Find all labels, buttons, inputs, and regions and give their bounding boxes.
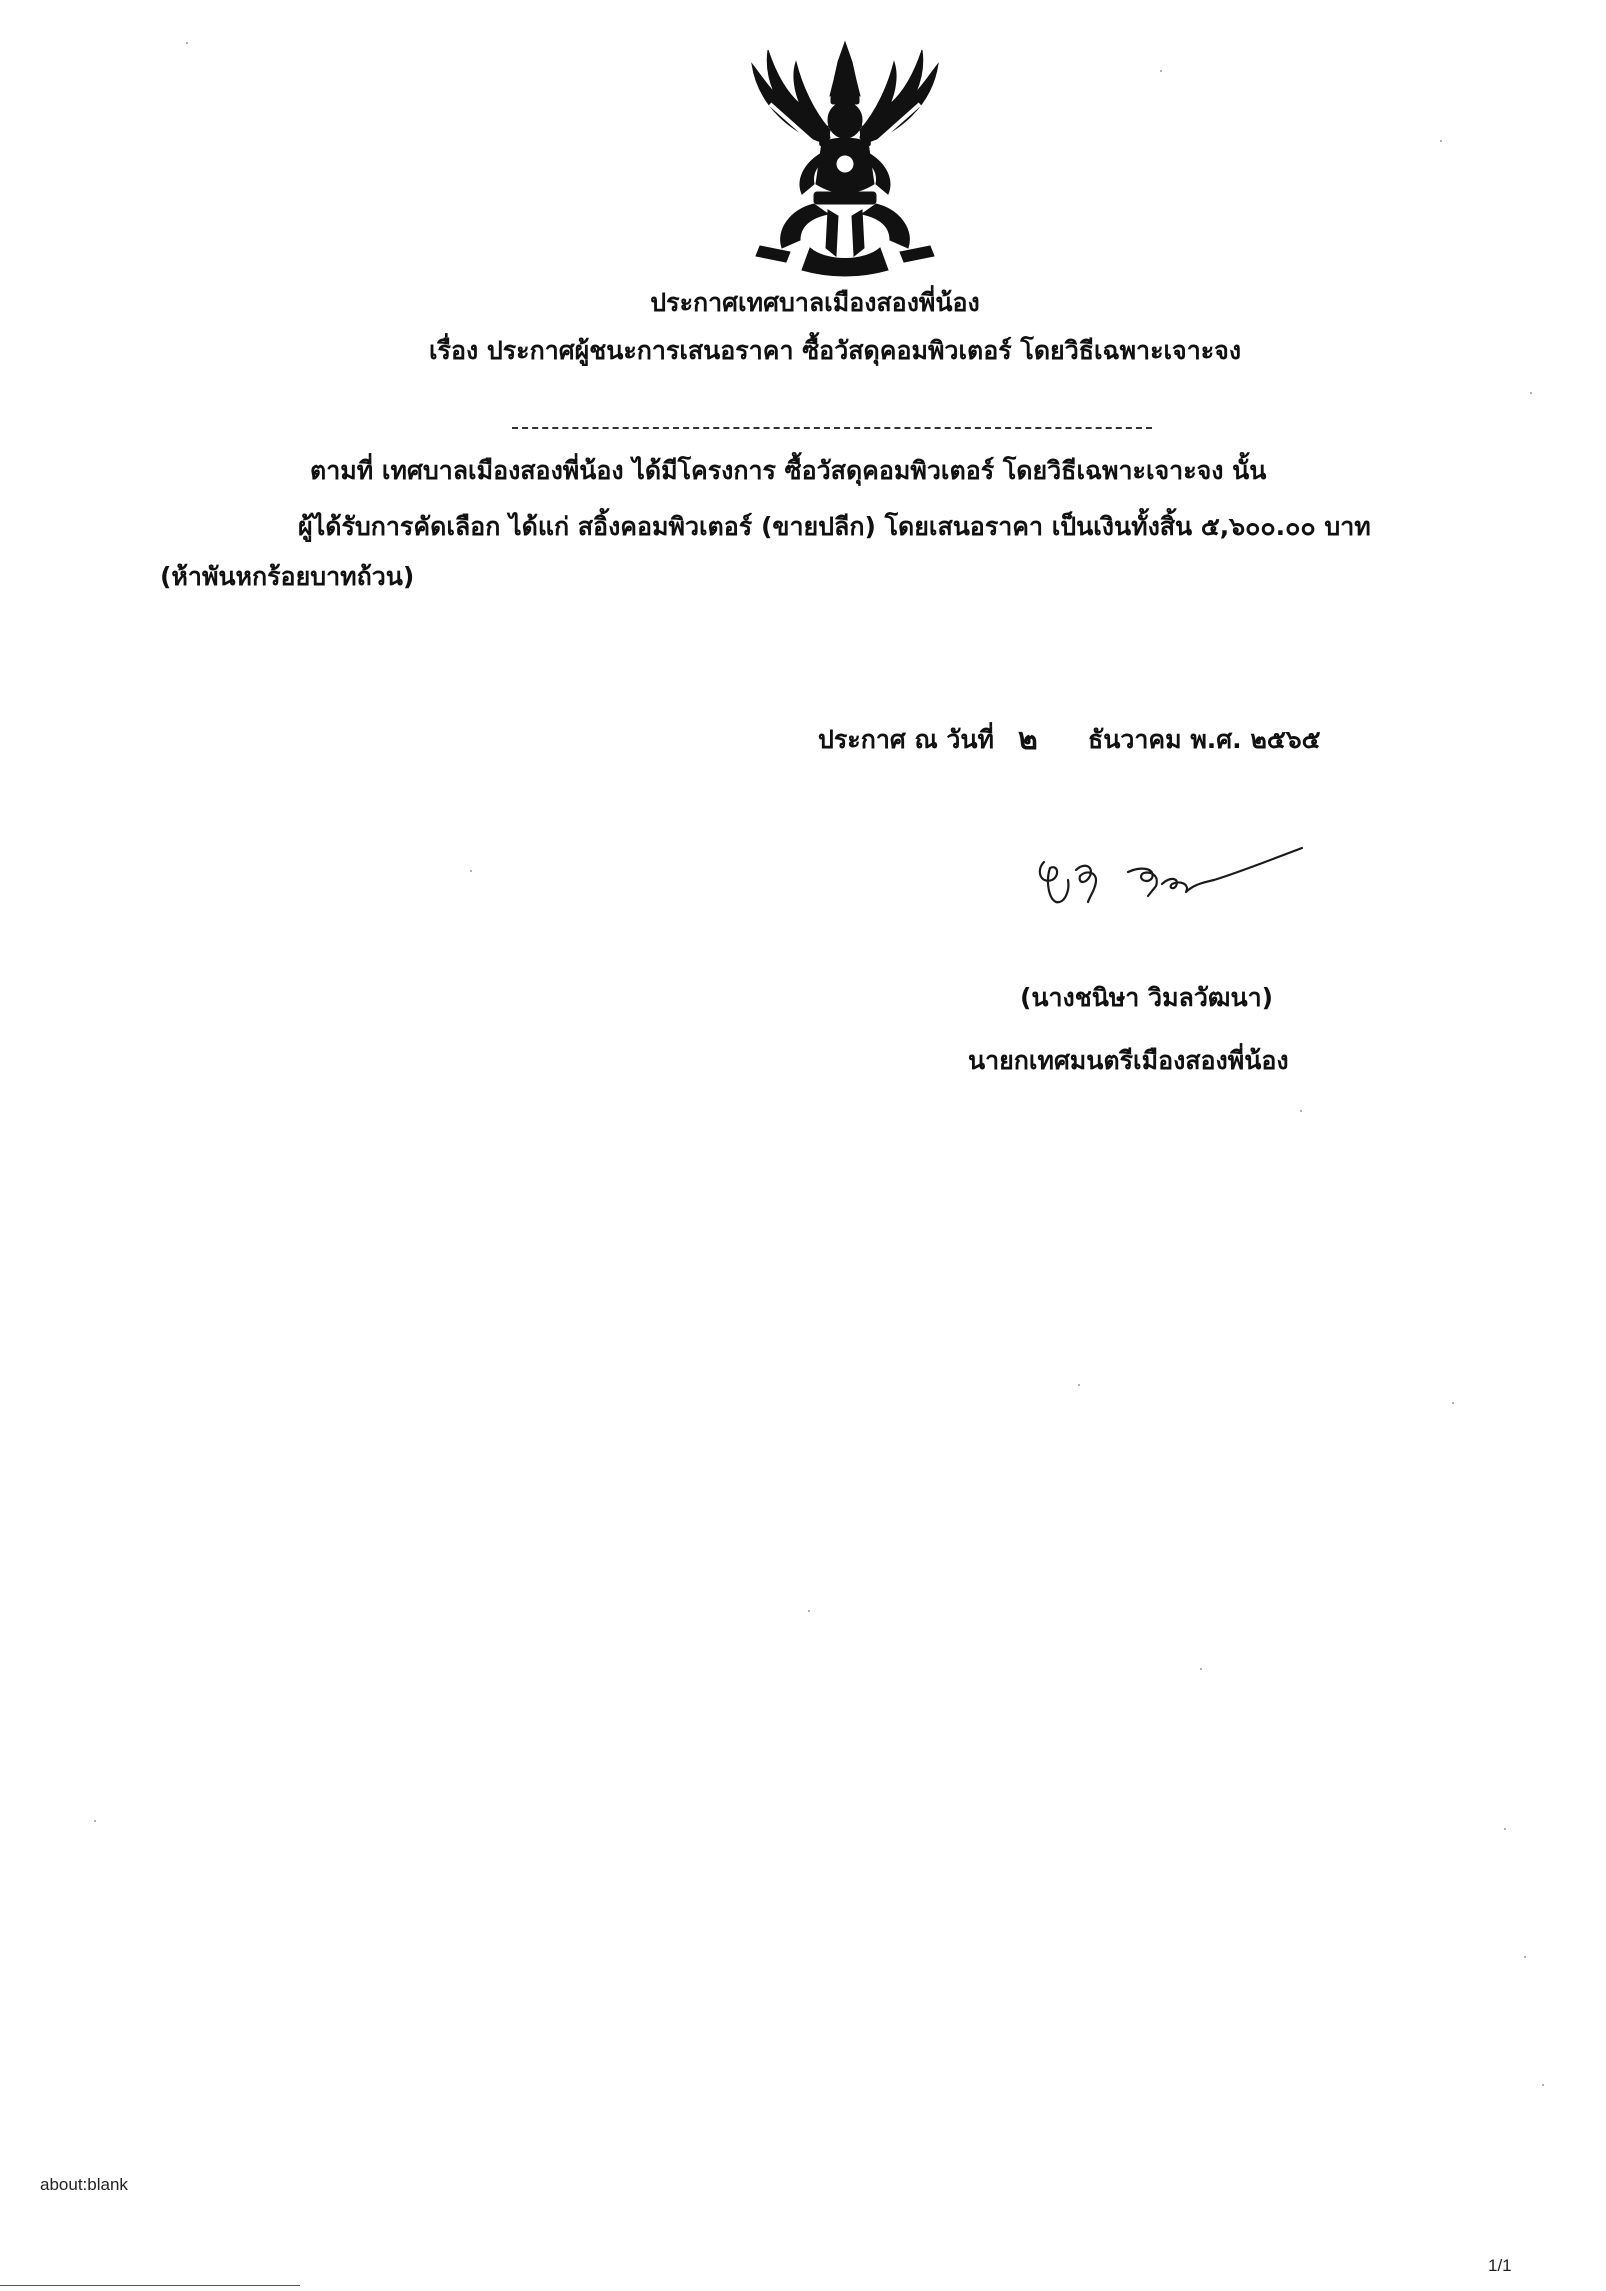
body-paragraph-line-3: (ห้าพันหกร้อยบาทถ้วน) (160, 562, 415, 591)
scan-speck (1160, 70, 1162, 72)
scan-speck (470, 870, 472, 872)
body-paragraph-line-1: ตามที่ เทศบาลเมืองสองพี่น้อง ได้มีโครงการ ซื้อวัสดุคอมพิวเตอร์ โดยวิธีเฉพาะเจาะจง นั้น (310, 456, 1267, 485)
date-prefix: ประกาศ ณ วันที่ (818, 725, 994, 754)
handwritten-signature-icon (1030, 840, 1330, 920)
announcement-subject: เรื่อง ประกาศผู้ชนะการเสนอราคา ซื้อวัสดุคอมพิวเตอร์ โดยวิธีเฉพาะเจาะจง (428, 336, 1242, 365)
scan-speck (1200, 1668, 1202, 1670)
date-day: ๒ (1018, 722, 1038, 757)
footer-rule (0, 2285, 300, 2286)
footer-page-number: 1/1 (1488, 2256, 1512, 2275)
scan-speck (1078, 1384, 1080, 1386)
signer-position: นายกเทศมนตรีเมืองสองพี่น้อง (968, 1046, 1289, 1075)
footer-url: about:blank (40, 2175, 128, 2194)
date-month-year: ธันวาคม พ.ศ. ๒๕๖๕ (1088, 725, 1321, 754)
scan-speck (1524, 1956, 1526, 1958)
scan-speck (1530, 392, 1532, 394)
scan-speck (1440, 140, 1442, 142)
scan-speck (1504, 1828, 1506, 1830)
scan-speck (1300, 1110, 1302, 1112)
title-divider (512, 427, 1152, 429)
scan-speck (94, 1820, 96, 1822)
scan-speck (186, 42, 188, 44)
body-paragraph-line-2: ผู้ได้รับการคัดเลือก ได้แก่ สอิ้งคอมพิวเตอร์ (ขายปลีก) โดยเสนอราคา เป็นเงินทั้งสิ้น ๕,๖๐๐.๐๐ บาท (298, 512, 1371, 541)
scan-speck (1542, 2084, 1544, 2086)
signer-name: (นางชนิษา วิมลวัฒนา) (1020, 983, 1274, 1012)
scan-speck (808, 1610, 810, 1612)
announcement-title: ประกาศเทศบาลเมืองสองพี่น้อง (650, 288, 980, 317)
scan-speck (1452, 1402, 1454, 1404)
garuda-emblem-icon (730, 34, 960, 279)
